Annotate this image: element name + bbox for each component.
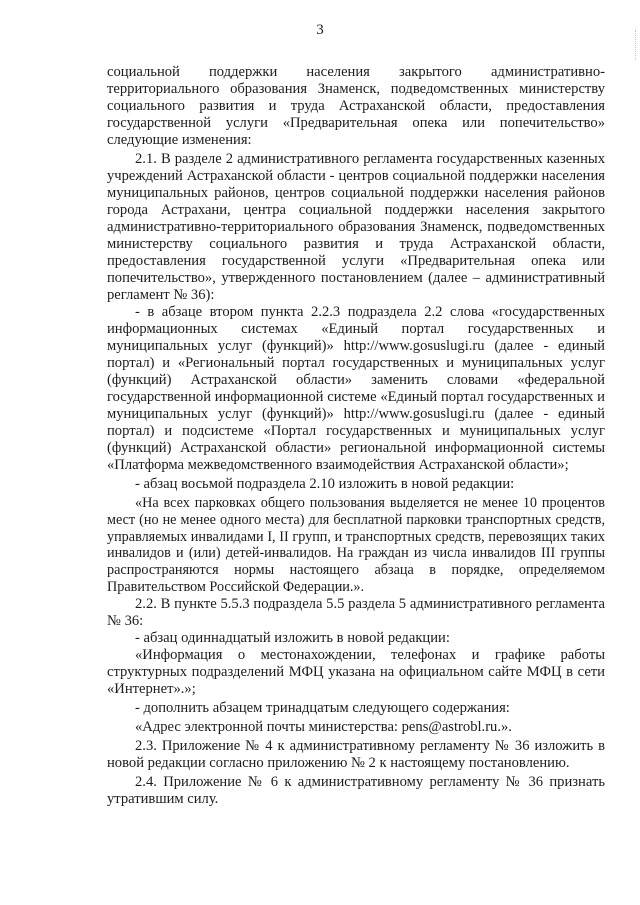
paragraph-2-4: 2.4. Приложение № 6 к административному регламенту № 36 признать утратившим силу. <box>107 773 605 807</box>
paragraph-2-1: 2.1. В разделе 2 административного регламента государственных казенных учреждений Астраханской области - центров социальной поддержки населения муниципальных районов, центров социальной поддержки населения районов города Астрахани, центра социальной поддержки населения закрытого административно-территориального образования Знаменск, подведомственных министерству социального развития и труда Астраханской области, предоставления государственной услуги «Предварительная опека или попечительство», утвержденного постановлением (далее – административный регламент № 36): <box>107 151 605 303</box>
paragraph-2-2-item-eleventh: - абзац одиннадцатый изложить в новой редакции: <box>135 629 450 646</box>
scan-edge-mark <box>632 30 636 60</box>
paragraph-2-1-item-parking: - абзац восьмой подраздела 2.10 изложить в новой редакции: <box>135 476 515 492</box>
quote-email: «Адрес электронной почты министерства: pens@astrobl.ru.». <box>135 718 512 735</box>
paragraph-2-3: 2.3. Приложение № 4 к административному регламенту № 36 изложить в новой редакции согласно приложению № 2 к настоящему постановлению. <box>107 737 605 771</box>
paragraph-2-1-item-portal: - в абзаце втором пункта 2.2.3 подраздела 2.2 слова «государственных информационных системах «Единый портал государственных и муниципальных услуг (функций)» http://www.gosuslugi.ru (далее - единый портал) и «Региональный портал государственных и муниципальных услуг (функций) Астраханской области» заменить словами «федеральной государственной информационной системе «Единый портал государственных и муниципальных услуг (функций)» http://www.gosuslugi.ru (далее - единый портал) и подсистеме «Портал государственных и муниципальных услуг (функций) Астраханской области» региональной информационной системы «Платформа межведомственного взаимодействия Астраханской области»; <box>107 304 605 473</box>
page-number: 3 <box>316 22 324 38</box>
paragraph-2-2-item-thirteenth: - дополнить абзацем тринадцатым следующего содержания: <box>135 699 510 716</box>
quote-parking: «На всех парковках общего пользования выделяется не менее 10 процентов мест (но не менее одного места) для бесплатной парковки транспортных средств, управляемых инвалидами I, II групп, и транспортных средств, перевозящих таких инвалидов и (или) детей-инвалидов. На граждан из числа инвалидов III группы распространяются нормы настоящего абзаца в порядке, определяемом Правительством Российской Федерации.». <box>107 495 605 595</box>
document-body <box>107 64 605 808</box>
paragraph-intro-continuation: социальной поддержки населения закрытого административно-территориального образования Знаменск, подведомственных министерству социального развития и труда Астраханской области, предоставления государственной услуги «Предварительная опека или попечительство» следующие изменения: <box>107 64 605 148</box>
quote-mfc-info: «Информация о местонахождении, телефонах и графике работы структурных подразделений МФЦ указана на официальном сайте МФЦ в сети «Интернет».»; <box>107 646 605 697</box>
paragraph-2-2: 2.2. В пункте 5.5.3 подраздела 5.5 раздела 5 административного регламента № 36: <box>107 595 605 629</box>
